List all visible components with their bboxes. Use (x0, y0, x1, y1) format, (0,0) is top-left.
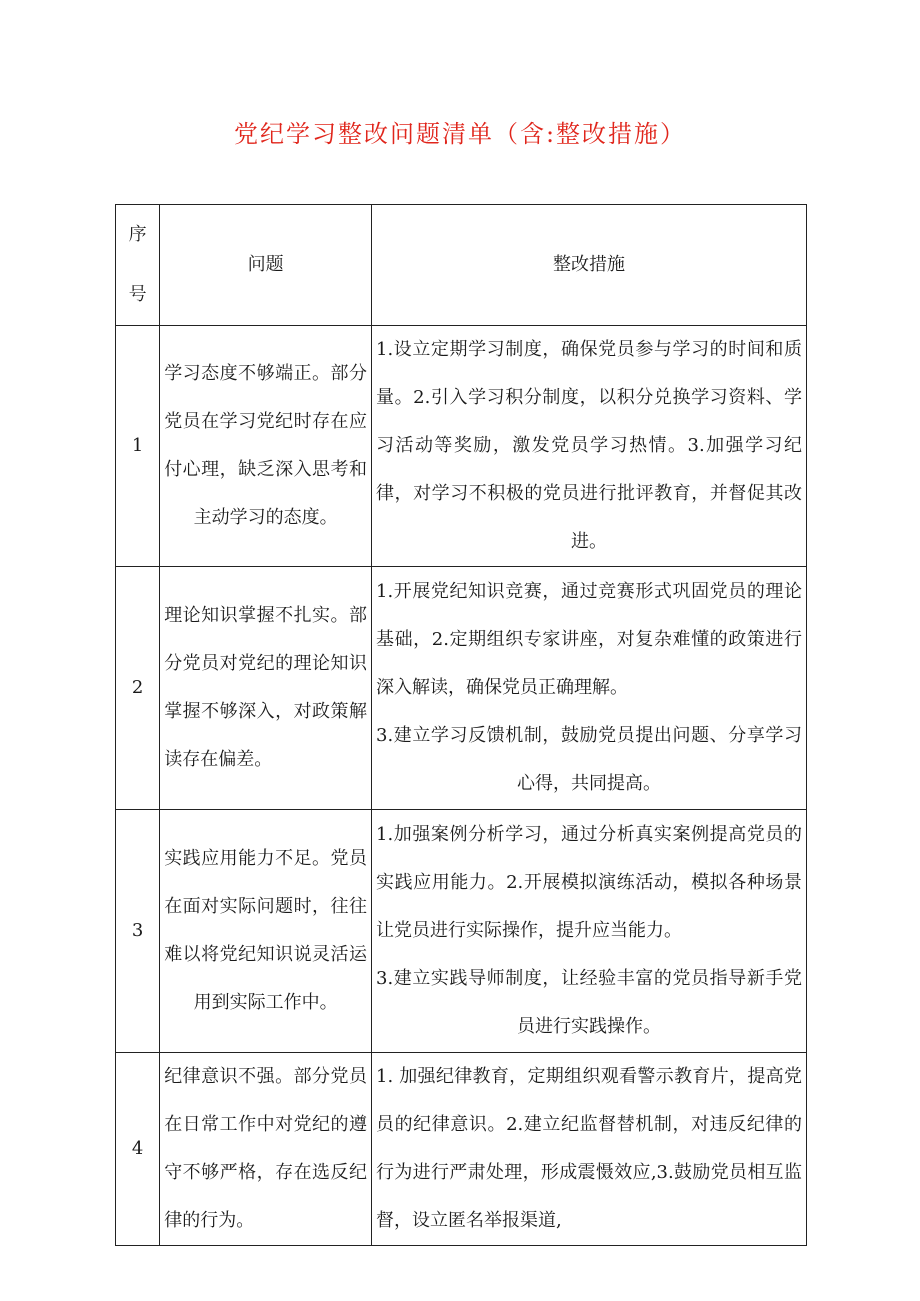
table-row (116, 567, 807, 810)
row-number: 2 (116, 567, 160, 810)
row-measures (372, 810, 807, 1053)
row-measures (372, 326, 807, 567)
measures-text-part2: 3.建立学习反馈机制，鼓励党员提出问题、分享学习心得，共同提高。 (376, 725, 802, 794)
measures-text: 1. 加强纪律教育，定期组织观看警示教育片，提高党员的纪律意识。2.建立纪监督替机制，对违反纪律的行为进行严肃处理，形成震慑效应,3.鼓励党员相互监督，设立匿名举报渠道, (376, 1066, 802, 1231)
measures-text: 1.设立定期学习制度，确保党员参与学习的时间和质量。2.引入学习积分制度，以积分兑换学习资料、学习活动等奖励，激发党员学习热情。3.加强学习纪律，对学习不积极的党员进行批评教育，并督促其改进。 (376, 339, 802, 552)
row-number: 4 (116, 1053, 160, 1246)
row-number: 1 (116, 326, 160, 567)
rectification-table (115, 204, 807, 1246)
row-measures (372, 567, 807, 810)
table-row (116, 1053, 807, 1246)
measures-text-part1: 1.开展党纪知识竞赛，通过竞赛形式巩固党员的理论基础，2.定期组织专家讲座，对复杂难懂的政策进行深入解读，确保党员正确理解。 (376, 581, 802, 698)
row-problem (160, 567, 372, 810)
table-row (116, 810, 807, 1053)
measures-text-part2: 3.建立实践导师制度，让经验丰富的党员指导新手党员进行实践操作。 (376, 968, 802, 1037)
document-title: 党纪学习整改问题清单（含:整改措施） (233, 120, 687, 148)
table-header-row (116, 205, 807, 326)
problem-text: 理论知识掌握不扎实。部分党员对党纪的理论知识掌握不够深入，对政策解读存在偏差。 (164, 605, 368, 770)
measures-text-part1: 1.加强案例分析学习，通过分析真实案例提高党员的实践应用能力。2.开展模拟演练活动，模拟各种场景让党员进行实际操作，提升应当能力。 (376, 824, 802, 941)
row-problem (160, 810, 372, 1053)
problem-text: 纪律意识不强。部分党员在日常工作中对党纪的遵守不够严格，存在选反纪律的行为。 (164, 1066, 368, 1231)
problem-text: 实践应用能力不足。党员在面对实际问题时，往往难以将党纪知识说灵活运用到实际工作中。 (164, 848, 368, 1013)
header-problem: 问题 (160, 205, 372, 326)
row-number: 3 (116, 810, 160, 1053)
header-measures: 整改措施 (372, 205, 807, 326)
row-problem (160, 1053, 372, 1246)
problem-text: 学习态度不够端正。部分党员在学习党纪时存在应付心理，缺乏深入思考和主动学习的态度。 (164, 363, 368, 528)
row-measures (372, 1053, 807, 1246)
table-row (116, 326, 807, 567)
row-problem (160, 326, 372, 567)
header-number: 序号 (116, 205, 160, 326)
